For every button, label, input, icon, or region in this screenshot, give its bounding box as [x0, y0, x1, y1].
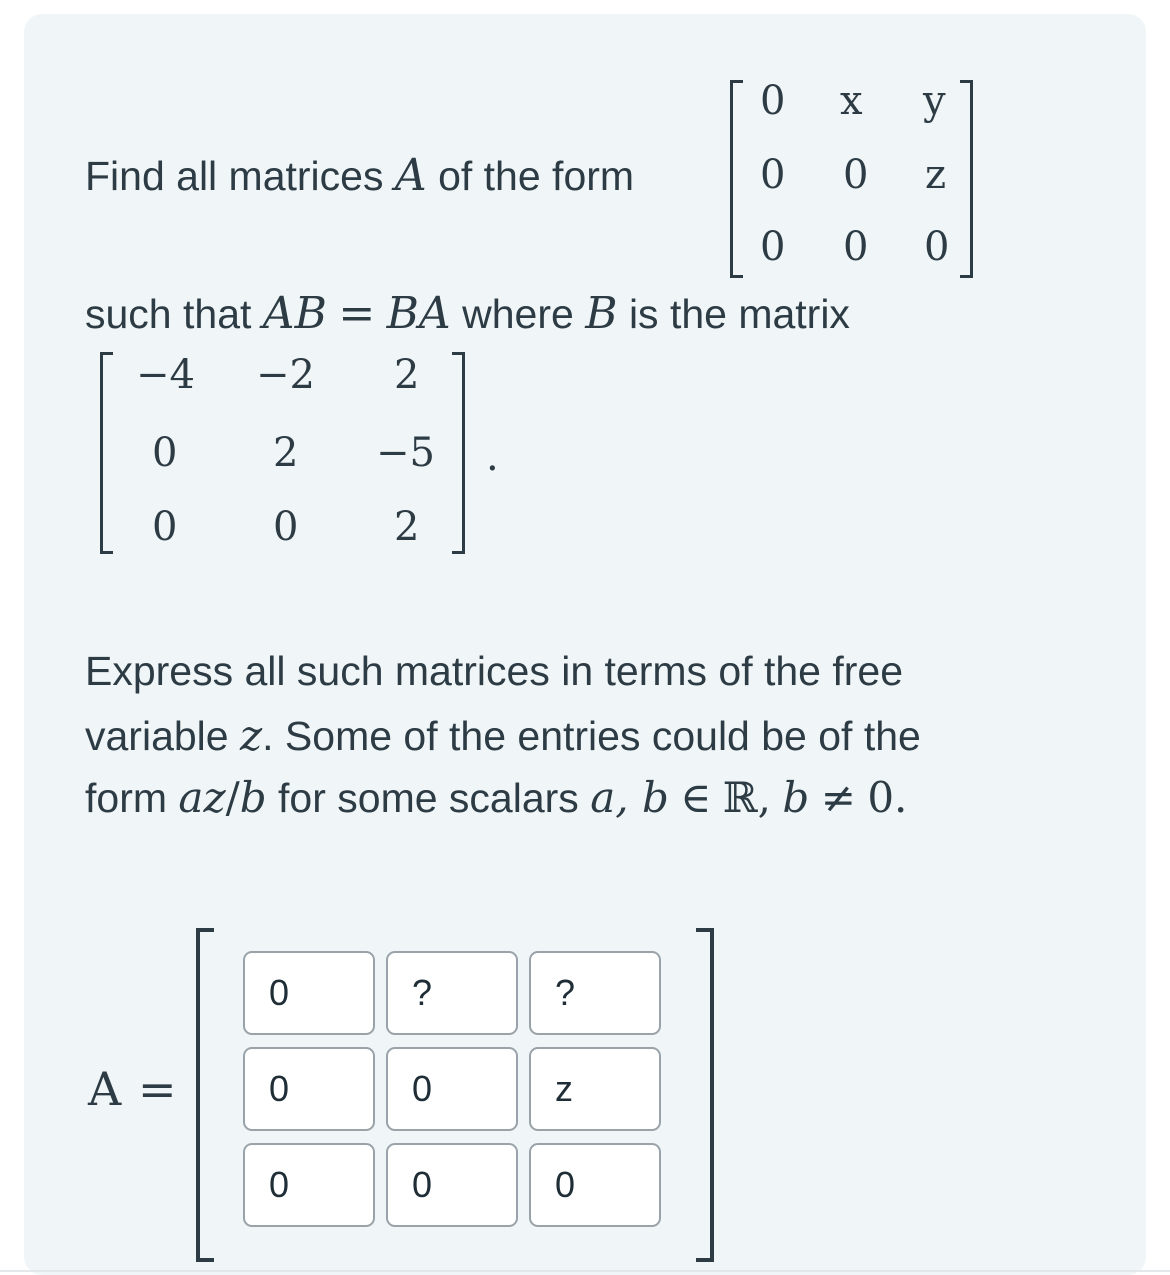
answer-label-eq: =: [138, 1062, 177, 1116]
answer-right-bracket: [696, 928, 714, 1262]
expr-b2: b: [782, 773, 810, 822]
line1-prefix: Find all matrices: [85, 153, 384, 199]
form-cell-2-1: 0: [843, 224, 869, 270]
form-cell-1-2: z: [925, 152, 947, 198]
b-cell-1-2: −5: [376, 430, 435, 476]
expr-R: ℝ: [722, 773, 758, 822]
para2-prefix: variable: [85, 713, 229, 759]
expr-az: az: [178, 773, 226, 822]
line2-prefix: such that: [85, 291, 252, 337]
line-2: [85, 288, 850, 339]
b-cell-2-2: 2: [394, 504, 420, 550]
b-cell-0-0: −4: [136, 352, 195, 398]
answer-label-A: A: [88, 1062, 122, 1116]
expr-b: b: [239, 773, 267, 822]
answer-cell-1-1[interactable]: [386, 1047, 518, 1131]
b-cell-1-1: 2: [273, 430, 299, 476]
b-cell-2-0: 0: [152, 504, 178, 550]
var-z: z: [240, 711, 263, 760]
form-cell-2-2: 0: [924, 224, 950, 270]
answer-cell-2-1[interactable]: [386, 1143, 518, 1227]
line2-suffix: is the matrix: [628, 291, 850, 337]
para-line-1: Express all such matrices in terms of the free: [85, 648, 904, 694]
form-cell-0-1: x: [840, 78, 863, 124]
form-cell-0-0: 0: [760, 78, 786, 124]
para2-suffix: . Some of the entries could be of the: [262, 713, 921, 759]
b-cell-0-1: −2: [256, 352, 315, 398]
answer-cell-2-2[interactable]: [529, 1143, 661, 1227]
answer-cell-1-2[interactable]: [529, 1047, 661, 1131]
var-A: A: [394, 150, 427, 201]
expr-in: ∈: [680, 773, 712, 822]
para3-prefix: form: [85, 775, 167, 821]
form-cell-0-2: y: [923, 78, 946, 124]
answer-cell-2-0[interactable]: [243, 1143, 375, 1227]
para3-mid: for some scalars: [278, 775, 579, 821]
expr-comma: ,: [757, 773, 772, 822]
answer-left-bracket: [196, 928, 214, 1262]
form-cell-1-1: 0: [843, 152, 869, 198]
b-cell-2-1: 0: [273, 504, 299, 550]
expr-ab: a, b: [590, 773, 669, 822]
eq-sign: =: [338, 288, 376, 339]
form-matrix-right-bracket: [960, 80, 973, 278]
eq-right: BA: [386, 288, 451, 339]
b-matrix-left-bracket: [100, 352, 113, 554]
answer-cell-0-0[interactable]: [243, 951, 375, 1035]
b-cell-0-2: 2: [394, 352, 420, 398]
form-cell-2-0: 0: [760, 224, 786, 270]
expr-zero: 0.: [867, 773, 908, 822]
expr-slash: /: [225, 773, 240, 822]
divider: [0, 1270, 1170, 1272]
para-line-3: [85, 773, 907, 822]
var-B: B: [585, 288, 618, 339]
b-period: .: [486, 434, 499, 480]
answer-cell-0-2[interactable]: [529, 951, 661, 1035]
line2-mid: where: [462, 291, 574, 337]
answer-cell-1-0[interactable]: [243, 1047, 375, 1131]
expr-neq: ≠: [820, 773, 856, 822]
line1-suffix: of the form: [438, 153, 635, 199]
b-cell-1-0: 0: [152, 430, 178, 476]
form-matrix-left-bracket: [730, 80, 743, 278]
b-matrix-right-bracket: [452, 352, 465, 554]
eq-left: AB: [262, 288, 327, 339]
line-1: [85, 150, 634, 201]
answer-cell-0-1[interactable]: [386, 951, 518, 1035]
form-cell-1-0: 0: [760, 152, 786, 198]
para-line-2: [85, 711, 921, 760]
